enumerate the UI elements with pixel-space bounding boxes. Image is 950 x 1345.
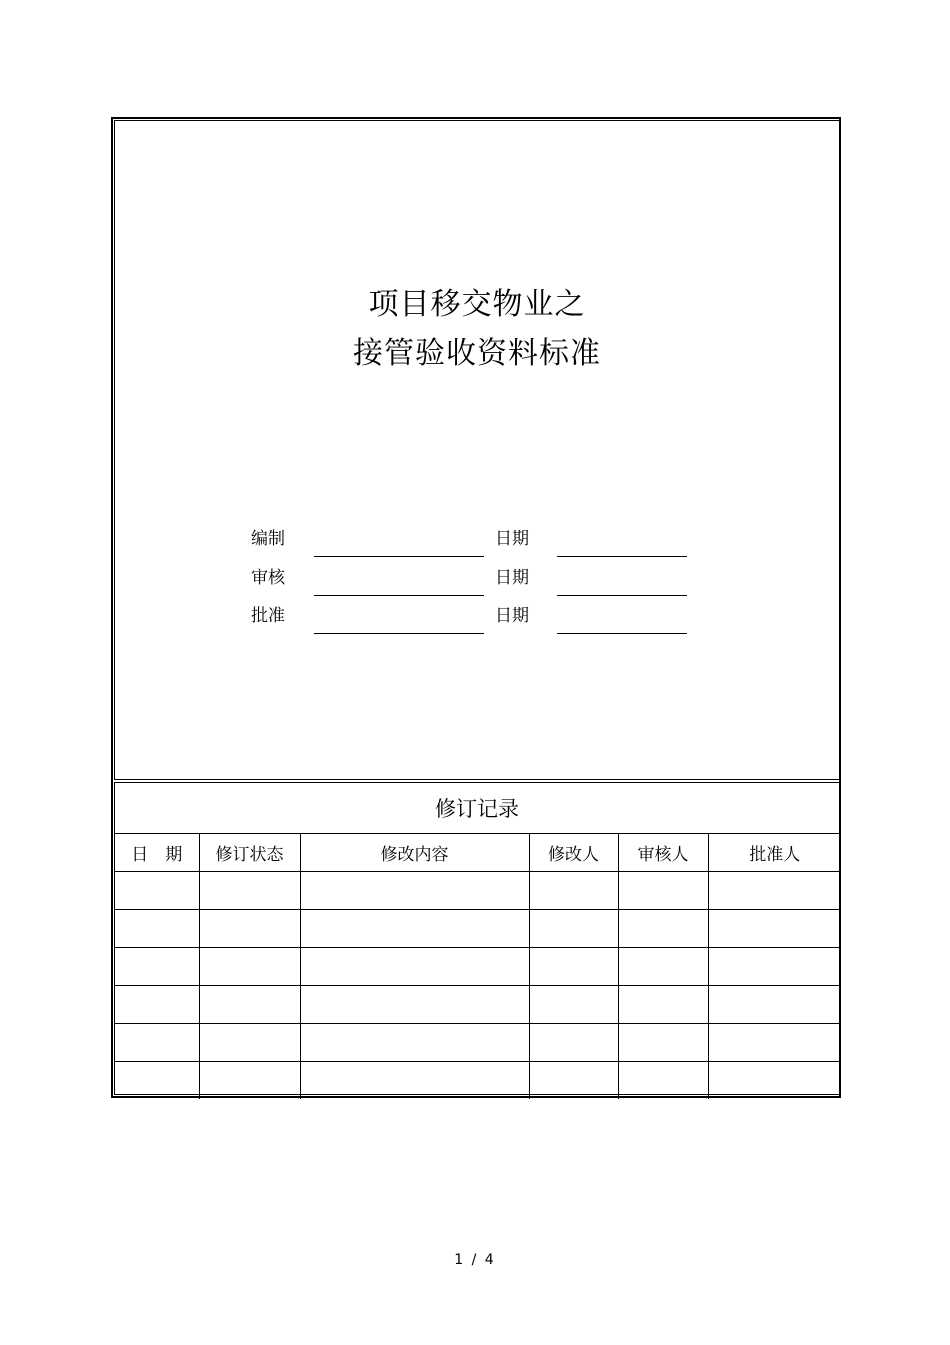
table-cell[interactable] <box>199 1024 300 1062</box>
table-cell[interactable] <box>300 1062 529 1100</box>
table-cell[interactable] <box>300 872 529 910</box>
table-cell[interactable] <box>115 1062 199 1100</box>
date-line[interactable] <box>557 595 687 596</box>
table-cell[interactable] <box>618 986 708 1024</box>
table-cell[interactable] <box>199 872 300 910</box>
table-cell[interactable] <box>300 1024 529 1062</box>
signature-line[interactable] <box>314 556 484 557</box>
table-cell[interactable] <box>115 1024 199 1062</box>
signoff-row-compile <box>115 524 839 564</box>
column-header-revision-status: 修订状态 <box>199 834 300 872</box>
column-header-approver: 批准人 <box>708 834 841 872</box>
signoff-label: 审核 <box>251 568 285 588</box>
table-cell[interactable] <box>115 986 199 1024</box>
table-cell[interactable] <box>300 910 529 948</box>
column-header-reviewer: 审核人 <box>618 834 708 872</box>
table-cell[interactable] <box>708 948 841 986</box>
table-cell[interactable] <box>199 986 300 1024</box>
column-header-change-content: 修改内容 <box>300 834 529 872</box>
signature-line[interactable] <box>314 595 484 596</box>
table-cell[interactable] <box>708 1024 841 1062</box>
table-row <box>115 872 841 910</box>
table-cell[interactable] <box>300 986 529 1024</box>
table-cell[interactable] <box>529 1062 618 1100</box>
table-cell[interactable] <box>199 910 300 948</box>
table-header-row <box>115 834 841 872</box>
table-cell[interactable] <box>708 910 841 948</box>
table-cell[interactable] <box>618 872 708 910</box>
table-cell[interactable] <box>708 1062 841 1100</box>
revision-record-title: 修订记录 <box>115 783 839 834</box>
revision-record-section <box>114 782 840 1095</box>
revision-table <box>115 834 841 1099</box>
table-cell[interactable] <box>300 948 529 986</box>
table-cell[interactable] <box>618 1062 708 1100</box>
table-cell[interactable] <box>529 1024 618 1062</box>
table-cell[interactable] <box>529 948 618 986</box>
date-line[interactable] <box>557 556 687 557</box>
table-cell[interactable] <box>529 910 618 948</box>
signoff-label: 编制 <box>251 529 285 549</box>
table-cell[interactable] <box>199 1062 300 1100</box>
signature-line[interactable] <box>314 633 484 634</box>
table-cell[interactable] <box>529 872 618 910</box>
signoff-row-review <box>115 563 839 603</box>
table-cell[interactable] <box>618 948 708 986</box>
table-cell[interactable] <box>618 910 708 948</box>
table-cell[interactable] <box>708 872 841 910</box>
date-label: 日期 <box>495 529 529 549</box>
signoff-label: 批准 <box>251 606 285 626</box>
table-cell[interactable] <box>115 910 199 948</box>
document-title-line-1: 项目移交物业之 <box>368 287 586 322</box>
document-title-line-2: 接管验收资料标准 <box>353 336 601 371</box>
date-label: 日期 <box>495 606 529 626</box>
column-header-date: 日 期 <box>115 834 199 872</box>
page-indicator: 1 / 4 <box>454 1252 496 1268</box>
table-row <box>115 948 841 986</box>
table-cell[interactable] <box>199 948 300 986</box>
table-cell[interactable] <box>618 1024 708 1062</box>
table-cell[interactable] <box>115 872 199 910</box>
date-line[interactable] <box>557 633 687 634</box>
table-cell[interactable] <box>708 986 841 1024</box>
column-header-modifier: 修改人 <box>529 834 618 872</box>
table-cell[interactable] <box>115 948 199 986</box>
table-row <box>115 910 841 948</box>
table-cell[interactable] <box>529 986 618 1024</box>
table-row <box>115 1024 841 1062</box>
cover-section <box>114 120 840 780</box>
date-label: 日期 <box>495 568 529 588</box>
table-row <box>115 1062 841 1100</box>
table-row <box>115 986 841 1024</box>
signoff-row-approve <box>115 601 839 641</box>
